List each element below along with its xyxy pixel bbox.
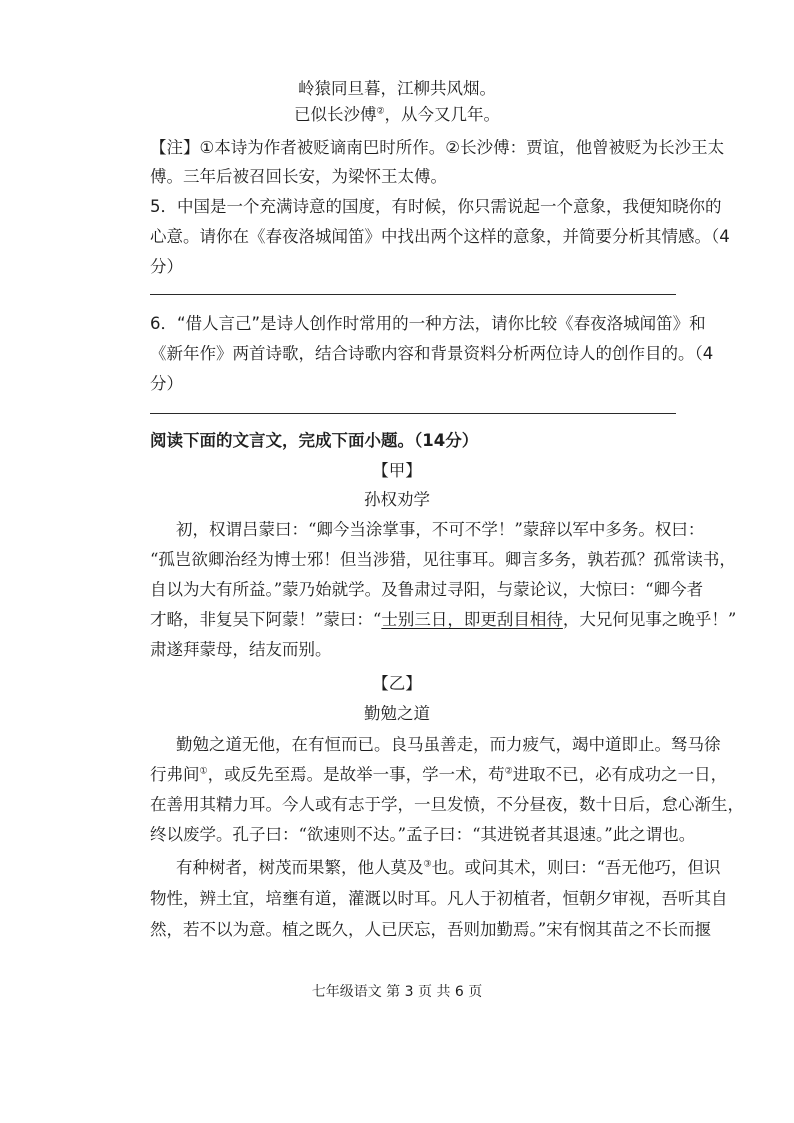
footnote-marker: ③ <box>423 859 432 870</box>
question-6-line-3: 分） <box>150 374 183 393</box>
passage-b-p1-line-2-mid: ，或反先至焉。是故举一事，学一术，苟 <box>207 765 505 784</box>
question-5-line-3: 分） <box>150 257 183 276</box>
passage-b-p1-line-2-tail: 进取不已，必有成功之一日， <box>512 765 728 784</box>
question-6-line-2: 《新年作》两首诗歌，结合诗歌内容和背景资料分析两位诗人的创作目的。（4 <box>150 344 714 363</box>
passage-b-p1-line-4: 终以废学。孔子曰：“欲速则不达。”孟子曰：“其进锐者其退速。”此之谓也。 <box>150 825 696 844</box>
question-5-line-2: 心意。请你在《春夜洛城闻笛》中找出两个这样的意象，并简要分析其情感。（4 <box>150 227 730 246</box>
passage-a-title: 孙权劝学 <box>364 490 430 509</box>
passage-a-line-3: 自以为大有所益。”蒙乃始就学。及鲁肃过寻阳，与蒙论议，大惊曰：“卿今者 <box>150 580 704 599</box>
passage-b-title: 勤勉之道 <box>364 704 430 723</box>
passage-a-line-1: 初，权谓吕蒙曰：“卿今当涂掌事，不可不学！”蒙辞以军中多务。权曰： <box>176 520 705 539</box>
footnote-marker: ② <box>376 106 385 117</box>
question-5-line-1: 5．中国是一个充满诗意的国度，有时候，你只需说起一个意象，我便知晓你的 <box>150 197 722 216</box>
section-header: 阅读下面的文言文，完成下面小题。（14分） <box>150 431 479 450</box>
passage-b-p2-line-3: 然，若不以为意。植之既久，人已厌忘，吾则加勤焉。”宋有悯其苗之不长而揠 <box>150 920 712 939</box>
passage-b-p1-line-2 <box>150 764 727 786</box>
passage-b-p2-line-1 <box>176 857 721 879</box>
passage-b-p1-line-1: 勤勉之道无他，在有恒而已。良马虽善走，而力疲气，竭中道即止。驽马徐 <box>176 735 721 754</box>
underlined-sentence: 士别三日，即更刮目相待 <box>381 610 563 629</box>
footnote-marker: ① <box>199 766 208 777</box>
passage-a-line-5: 肃遂拜蒙母，结友而别。 <box>150 640 332 659</box>
poem-line-2 <box>0 104 794 126</box>
poem-line-1: 岭猿同旦暮，江柳共风烟。 <box>298 79 496 98</box>
passage-b-p1-line-2-text: 行弗间 <box>150 765 200 784</box>
passage-b-label: 【乙】 <box>372 674 422 693</box>
passage-a-line-4 <box>150 609 736 631</box>
note-line-2: 傅。三年后被召回长安，为梁怀王太傅。 <box>150 167 447 186</box>
passage-b-p1-line-3: 在善用其精力耳。今人或有志于学，一旦发愤，不分昼夜，数十日后，怠心渐生， <box>150 795 744 814</box>
answer-line-q6 <box>150 413 676 414</box>
passage-a-line-2: “孤岂欲卿治经为博士邪！但当涉猎，见往事耳。卿言多务，孰若孤？孤常读书， <box>150 550 736 569</box>
question-6-line-1: 6．“借人言己”是诗人创作时常用的一种方法，请你比较《春夜洛城闻笛》和 <box>150 314 706 333</box>
passage-a-label: 【甲】 <box>372 461 422 480</box>
poem-line-2-text: 已似长沙傅 <box>293 105 377 124</box>
answer-line-q5 <box>150 294 676 295</box>
footnote-marker: ② <box>504 766 513 777</box>
passage-b-p2-line-1-text: 有种树者，树茂而果繁，他人莫及 <box>176 858 424 877</box>
page-footer: 七年级语文 第 3 页 共 6 页 <box>311 984 483 1000</box>
passage-a-line-4-text: 才略，非复吴下阿蒙！”蒙曰：“ <box>150 610 382 629</box>
poem-line-2-tail: ，从今又几年。 <box>384 105 501 124</box>
passage-b-p2-line-2: 物性，辨土宜，培壅有道，灌溉以时耳。凡人于初植者，恒朝夕审视，吾听其自 <box>150 889 728 908</box>
note-line-1: 【注】①本诗为作者被贬谪南巴时所作。②长沙傅：贾谊，他曾被贬为长沙王太 <box>150 138 725 157</box>
passage-b-p2-line-1-tail: 也。或问其术，则曰：“吾无他巧，但识 <box>431 858 721 877</box>
passage-a-line-4-tail: ，大兄何见事之晚乎！” <box>562 610 737 629</box>
